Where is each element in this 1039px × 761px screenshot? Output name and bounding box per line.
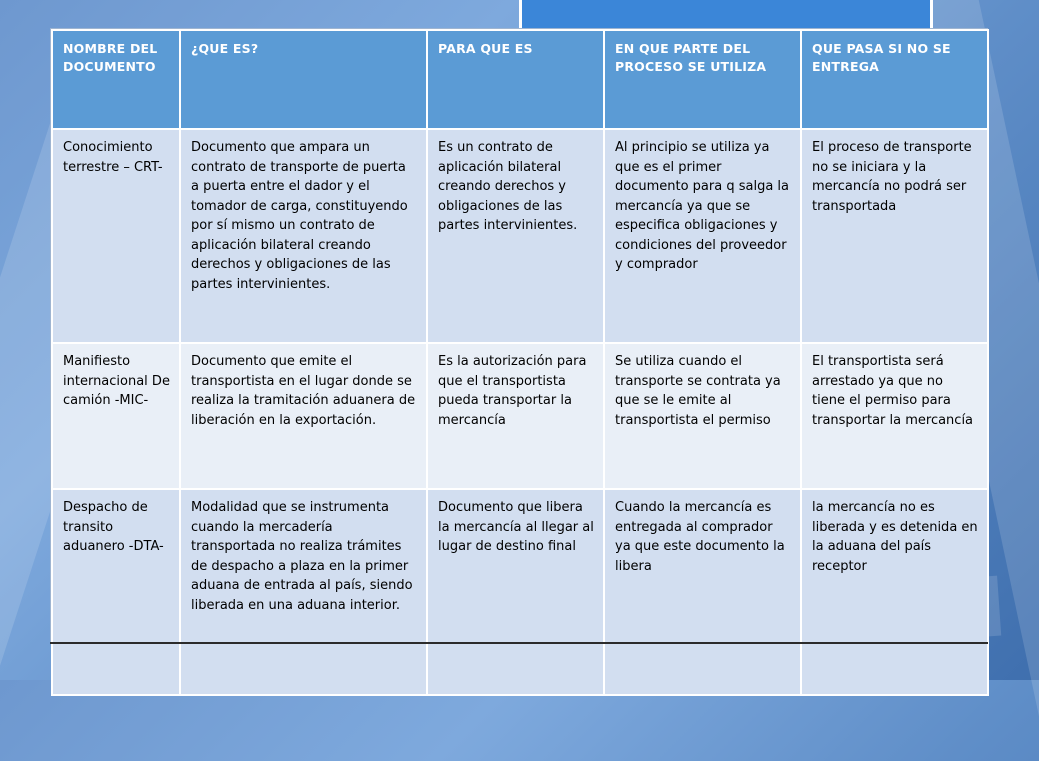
cell-para-que-es: Es la autorización para que el transportista pueda transportar la mercancía	[427, 343, 604, 489]
cell-que-es: Documento que emite el transportista en el lugar donde se realiza la tramitación aduanera de liberación en la exportación.	[180, 343, 427, 489]
table-row	[52, 343, 988, 489]
cell-parte-proceso: Al principio se utiliza ya que es el primer documento para q salga la mercancía ya que se especifica obligaciones y condiciones del proveedor y comprador	[604, 129, 801, 343]
cell-que-pasa: El proceso de transporte no se iniciara y la mercancía no podrá ser transportada	[801, 129, 988, 343]
document-table	[51, 29, 989, 696]
cell-document-name: Despacho de transito aduanero -DTA-	[52, 489, 180, 695]
cell-para-que-es: Es un contrato de aplicación bilateral creando derechos y obligaciones de las partes intervinientes.	[427, 129, 604, 343]
header-nombre-documento: NOMBRE DEL DOCUMENTO	[52, 30, 180, 129]
cell-para-que-es: Documento que libera la mercancía al llegar al lugar de destino final	[427, 489, 604, 695]
cell-document-name: Manifiesto internacional De camión -MIC-	[52, 343, 180, 489]
document-table-container	[50, 28, 988, 644]
cell-que-es: Modalidad que se instrumenta cuando la mercadería transportada no realiza trámites de despacho a plaza en la primer aduana de entrada al país, siendo liberada en una aduana interior.	[180, 489, 427, 695]
cell-document-name: Conocimiento terrestre – CRT-	[52, 129, 180, 343]
table-header-row	[52, 30, 988, 129]
header-que-es: ¿QUE ES?	[180, 30, 427, 129]
cell-que-es: Documento que ampara un contrato de transporte de puerta a puerta entre el dador y el tomador de carga, constituyendo por sí mismo un contrato de aplicación bilateral creando derechos y obligaciones de las partes intervinientes.	[180, 129, 427, 343]
table-row	[52, 129, 988, 343]
cell-parte-proceso: Cuando la mercancía es entregada al comprador ya que este documento la libera	[604, 489, 801, 695]
table-bottom-border	[50, 642, 988, 644]
header-para-que-es: PARA QUE ES	[427, 30, 604, 129]
cell-que-pasa: El transportista será arrestado ya que no tiene el permiso para transportar la mercancía	[801, 343, 988, 489]
cell-parte-proceso: Se utiliza cuando el transporte se contrata ya que se le emite al transportista el permiso	[604, 343, 801, 489]
cell-que-pasa: la mercancía no es liberada y es detenida en la aduana del país receptor	[801, 489, 988, 695]
header-que-pasa: QUE PASA SI NO SE ENTREGA	[801, 30, 988, 129]
header-parte-proceso: EN QUE PARTE DEL PROCESO SE UTILIZA	[604, 30, 801, 129]
table-row	[52, 489, 988, 695]
